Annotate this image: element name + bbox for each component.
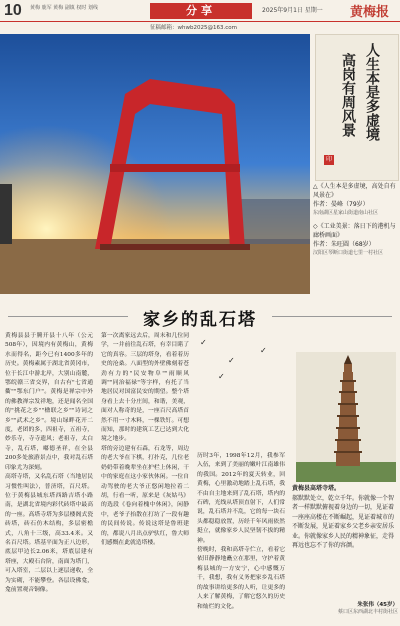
- caption-calligraphy: [313, 182, 399, 218]
- bird-icon: ✓: [218, 372, 225, 381]
- bird-icon: ✓: [260, 346, 267, 355]
- caption-author: 作者：朱旺圆（68岁）: [313, 241, 375, 248]
- paragraph: 傍晚时，我和高塔寺伫立，看着它依旧静静地矗立在那里，守护着黄梅县城的一方安宁，心中感慨万千，我想，我有义务把家乡乱石塔的故事讲给更多的人听，让更多的人来了解黄梅，了解它悠久的历史和灿烂的文化。: [197, 547, 285, 610]
- author-block: [292, 600, 398, 615]
- bird-icon: ✓: [228, 356, 235, 365]
- caption-author: 作者：晏峰（79岁）: [313, 201, 369, 208]
- page-number: 10: [4, 2, 22, 19]
- caption-title: △《人生本是多虚境，高处自有风景在》: [313, 183, 396, 199]
- paragraph: 塔的旁边建有石森，石龙等，周边的老大爷在下棋，打扑克，几位老奶奶带着晚辈坐在护栏上休闲，干中的家庭在这小家伙休闲。一位自动驾驶的老大爷正悠闲地拉着二胡，行看一听，原来是《灰姑马》的选段《卷向着槐中休闲》，闲静中，老爷子抬散在打坊了一段有趣的民间传说。传说这塔是鲁班建的，都说八月出点驴驮红，鲁大师们感慨在此就造塔楼。: [101, 445, 189, 546]
- issue-date: 2025年9月1日 星期一: [262, 7, 323, 14]
- caption-place: 汉阳区琴断口街道七里一村社区: [313, 250, 384, 256]
- paragraph: 第一次离家远去后，周末和几位同学，一并前往乱石塔，有幸目睹了它的真容。三层的塔身，看着着历史的沧桑。八面型的外壁佛刻着苍劲有力的"民安物阜""雨顺风调""同治福禄"等字样，有托了当地居民对国富民安的期望。整个塔身看上去十分庄间，和谐，美观，面对人称奇的是，一座百尺高塔首然不用一寸木料，一棵铁钉。可想而知，那时的建筑工艺已达到大化境之地步。: [101, 333, 189, 443]
- calligraphy-line-2: 高岗有周风景: [340, 53, 356, 137]
- author-place: 蔡口区东西湖北丰村街社区: [337, 609, 398, 615]
- bridge-sunset-photo: [0, 34, 310, 294]
- section-banner: 分享: [150, 3, 252, 19]
- nav-links[interactable]: 黄梅 鹿军 黄梅 副镇 权时 划线: [30, 5, 98, 11]
- paragraph: 高塔寺塔，又名乱石塔（当地居民习惯性叫法），普济塔，百尺塔。位于黄梅县城东塔西路吉塔小路南，是湖北省境内彩代砖塔中最高的一座。高塔寺塔为多层楼阁式瓷砖塔，砖石仿木结构，多层密檐式，八角十三级，高33.4米。又名百尺塔。塔基平面为正八边形，底层甲边长2.06米，塔底层建有塔座，大殿石台阶，南面为塔门，可入塔室，二层以上逐层递收，全为实砌，不能攀登。各层设佛龛，龛前置观音铜像。: [5, 474, 93, 593]
- paragraph: 黄梅县县于腾开县十八年（公元508年），因境内有黄梅山，黄梅水而得名，距今已有1400多年的历史。黄梅素属于湖北省黄冈市，位于长江中游北岸，大别山南麓，鄂皖赣三省交界，自古有"七省通衢""鄂东门户"。黄梅是禅宗中外的佛教禅宗发祥地，还是闻名全国的"挑花之乡""楹联之乡""诗词之乡""武术之乡"。境山绿畔花开二度，老团的多，四祖寺，五祖寺，妙乐寺，寺寺遗风；老祖寺，太白寺，乱石塔，嘟德圣祥，在全县200多处旅游景点中，我对乱石塔印象尤为深刻。: [5, 333, 93, 471]
- pagoda-caption: [292, 484, 398, 551]
- paper-logo: 黄梅报: [350, 5, 390, 20]
- calligraphy-artwork: [315, 34, 399, 181]
- article-title: 家乡的乱石塔: [143, 310, 257, 330]
- pagoda-photo: [296, 352, 396, 482]
- caption-title: ◇《工业美景：落日下的港机与廊桥画面》: [313, 223, 396, 239]
- article-col-3: [197, 452, 285, 622]
- caption-place: 东南湖区星家山街道南山社区: [313, 210, 379, 216]
- calligraphy-line-1: 人生本是多虚境: [364, 43, 380, 141]
- pagoda-text: 郝默默处立，乾立千年。你就像一个智者一样默默俯视着身边的一切，见证着一座座高楼在不断崛起，见证着城市的不断发展，见证着家乡父老乡亲安居乐业。你就像家乡人民的精神象征，走得再远也忘不了你的容颜。: [292, 494, 395, 549]
- article-col-2: [101, 332, 189, 622]
- paragraph: 历时3年，1998年12月，我参军入伍，来到了美丽的嫩叶江南雄伟的我国。2012年的夏天转业，回黄梅，心里激动地踏上乱石塔，我不由自主地来到了乱石塔，塔内的石碑，光线从塔顶直射下，人们常说，乱石塔并不乱，它的每一块石头都稳稳放置，历经千年风雨依然挺立，就像家乡人民坚韧不拔的精神。: [197, 453, 285, 544]
- pagoda-caption-title: 黄梅县高塔寺塔。: [292, 485, 341, 492]
- bird-icon: ✓: [200, 338, 207, 347]
- header-rule: [0, 21, 400, 22]
- seal-stamp: 印: [325, 156, 332, 163]
- caption-photo: [313, 222, 399, 258]
- submission-email: 征稿邮箱：whwb2025@163.com: [150, 25, 237, 31]
- article-col-1: [5, 332, 93, 622]
- author-name: 朱张伟（45岁）: [357, 602, 398, 608]
